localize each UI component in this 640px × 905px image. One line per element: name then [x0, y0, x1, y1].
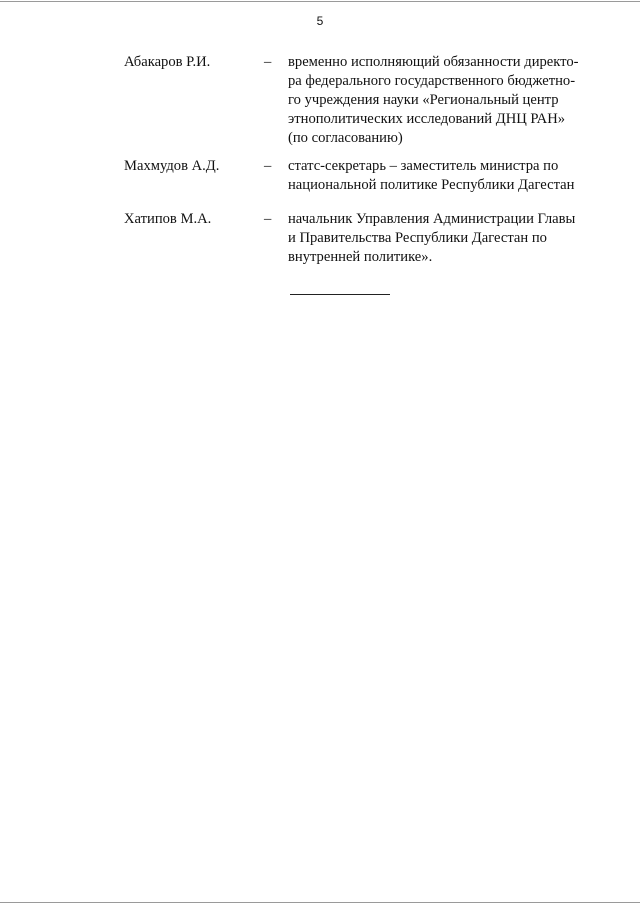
scan-edge-top [0, 1, 640, 2]
separator-dash: – [264, 211, 272, 227]
page-number: 5 [316, 14, 324, 28]
member-position: статс-секретарь – заместитель министра по национальной политике Республики Дагестан [288, 158, 575, 193]
member-position: временно исполняющий обязанности директо- ра федерального государственного бюджетно- го учреждения науки «Региональный центр этнополитических исследований ДНЦ РАН» (по согласованию) [288, 54, 579, 146]
member-name: Абакаров Р.И. [124, 54, 211, 70]
separator-dash: – [264, 158, 272, 174]
separator-dash: – [264, 54, 272, 70]
end-of-list-rule [290, 294, 390, 295]
member-position: начальник Управления Администрации Главы и Правительства Республики Дагестан по внутренней политике». [288, 211, 576, 265]
scan-edge-bottom [0, 902, 640, 903]
member-name: Хатипов М.А. [124, 211, 212, 227]
member-name: Махмудов А.Д. [124, 158, 220, 174]
